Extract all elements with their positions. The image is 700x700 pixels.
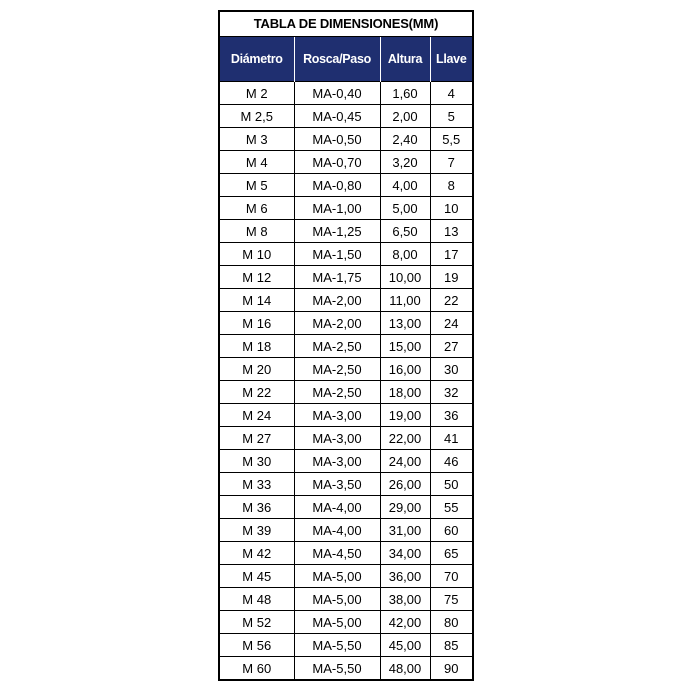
cell-diametro: M 33 bbox=[220, 473, 294, 496]
cell-altura: 10,00 bbox=[380, 266, 430, 289]
cell-llave: 50 bbox=[430, 473, 472, 496]
table-row bbox=[220, 128, 472, 151]
cell-rosca-paso: MA-5,50 bbox=[294, 634, 380, 657]
cell-altura: 8,00 bbox=[380, 243, 430, 266]
cell-altura: 38,00 bbox=[380, 588, 430, 611]
cell-rosca-paso: MA-1,50 bbox=[294, 243, 380, 266]
cell-rosca-paso: MA-4,00 bbox=[294, 519, 380, 542]
cell-altura: 34,00 bbox=[380, 542, 430, 565]
cell-llave: 13 bbox=[430, 220, 472, 243]
cell-diametro: M 8 bbox=[220, 220, 294, 243]
table-row bbox=[220, 611, 472, 634]
cell-llave: 75 bbox=[430, 588, 472, 611]
cell-diametro: M 6 bbox=[220, 197, 294, 220]
cell-llave: 55 bbox=[430, 496, 472, 519]
cell-altura: 22,00 bbox=[380, 427, 430, 450]
cell-altura: 6,50 bbox=[380, 220, 430, 243]
cell-rosca-paso: MA-5,50 bbox=[294, 657, 380, 680]
cell-llave: 17 bbox=[430, 243, 472, 266]
cell-llave: 4 bbox=[430, 82, 472, 105]
table-row bbox=[220, 404, 472, 427]
cell-diametro: M 18 bbox=[220, 335, 294, 358]
cell-diametro: M 4 bbox=[220, 151, 294, 174]
cell-rosca-paso: MA-0,70 bbox=[294, 151, 380, 174]
table-row bbox=[220, 450, 472, 473]
cell-llave: 32 bbox=[430, 381, 472, 404]
table-body bbox=[220, 82, 472, 680]
cell-rosca-paso: MA-3,00 bbox=[294, 404, 380, 427]
table-row bbox=[220, 266, 472, 289]
cell-llave: 19 bbox=[430, 266, 472, 289]
table-row bbox=[220, 82, 472, 105]
table-row bbox=[220, 473, 472, 496]
cell-llave: 65 bbox=[430, 542, 472, 565]
cell-rosca-paso: MA-0,45 bbox=[294, 105, 380, 128]
cell-rosca-paso: MA-5,00 bbox=[294, 611, 380, 634]
cell-altura: 2,40 bbox=[380, 128, 430, 151]
table-row bbox=[220, 634, 472, 657]
cell-llave: 90 bbox=[430, 657, 472, 680]
cell-llave: 5 bbox=[430, 105, 472, 128]
table-row bbox=[220, 519, 472, 542]
cell-altura: 1,60 bbox=[380, 82, 430, 105]
cell-rosca-paso: MA-2,00 bbox=[294, 289, 380, 312]
cell-diametro: M 36 bbox=[220, 496, 294, 519]
cell-llave: 80 bbox=[430, 611, 472, 634]
cell-diametro: M 2 bbox=[220, 82, 294, 105]
table-row bbox=[220, 174, 472, 197]
cell-diametro: M 24 bbox=[220, 404, 294, 427]
cell-diametro: M 10 bbox=[220, 243, 294, 266]
cell-diametro: M 45 bbox=[220, 565, 294, 588]
table-row bbox=[220, 542, 472, 565]
cell-rosca-paso: MA-2,50 bbox=[294, 381, 380, 404]
cell-altura: 36,00 bbox=[380, 565, 430, 588]
cell-rosca-paso: MA-1,75 bbox=[294, 266, 380, 289]
table-row bbox=[220, 358, 472, 381]
cell-llave: 46 bbox=[430, 450, 472, 473]
table-row bbox=[220, 289, 472, 312]
cell-altura: 18,00 bbox=[380, 381, 430, 404]
cell-altura: 11,00 bbox=[380, 289, 430, 312]
table-row bbox=[220, 197, 472, 220]
cell-diametro: M 2,5 bbox=[220, 105, 294, 128]
cell-rosca-paso: MA-0,50 bbox=[294, 128, 380, 151]
cell-altura: 5,00 bbox=[380, 197, 430, 220]
cell-diametro: M 39 bbox=[220, 519, 294, 542]
dimensions-table-container bbox=[218, 10, 474, 681]
cell-altura: 42,00 bbox=[380, 611, 430, 634]
cell-rosca-paso: MA-1,25 bbox=[294, 220, 380, 243]
table-row bbox=[220, 588, 472, 611]
cell-rosca-paso: MA-5,00 bbox=[294, 588, 380, 611]
cell-diametro: M 20 bbox=[220, 358, 294, 381]
cell-altura: 13,00 bbox=[380, 312, 430, 335]
table-row bbox=[220, 496, 472, 519]
cell-altura: 45,00 bbox=[380, 634, 430, 657]
cell-llave: 27 bbox=[430, 335, 472, 358]
cell-llave: 85 bbox=[430, 634, 472, 657]
table-row bbox=[220, 381, 472, 404]
cell-altura: 26,00 bbox=[380, 473, 430, 496]
cell-rosca-paso: MA-0,80 bbox=[294, 174, 380, 197]
table-row bbox=[220, 220, 472, 243]
table-row bbox=[220, 105, 472, 128]
cell-llave: 41 bbox=[430, 427, 472, 450]
cell-altura: 2,00 bbox=[380, 105, 430, 128]
header-diametro: Diámetro bbox=[220, 37, 294, 82]
cell-llave: 36 bbox=[430, 404, 472, 427]
header-row bbox=[220, 37, 472, 82]
header-altura: Altura bbox=[380, 37, 430, 82]
cell-diametro: M 27 bbox=[220, 427, 294, 450]
cell-diametro: M 60 bbox=[220, 657, 294, 680]
cell-diametro: M 56 bbox=[220, 634, 294, 657]
cell-rosca-paso: MA-4,00 bbox=[294, 496, 380, 519]
cell-diametro: M 48 bbox=[220, 588, 294, 611]
table-row bbox=[220, 312, 472, 335]
cell-rosca-paso: MA-2,50 bbox=[294, 358, 380, 381]
table-row bbox=[220, 657, 472, 680]
cell-diametro: M 42 bbox=[220, 542, 294, 565]
table-row bbox=[220, 335, 472, 358]
cell-altura: 24,00 bbox=[380, 450, 430, 473]
cell-llave: 7 bbox=[430, 151, 472, 174]
cell-rosca-paso: MA-2,00 bbox=[294, 312, 380, 335]
dimensions-table bbox=[220, 37, 472, 679]
cell-llave: 5,5 bbox=[430, 128, 472, 151]
table-row bbox=[220, 151, 472, 174]
cell-diametro: M 3 bbox=[220, 128, 294, 151]
cell-diametro: M 22 bbox=[220, 381, 294, 404]
cell-diametro: M 52 bbox=[220, 611, 294, 634]
cell-diametro: M 5 bbox=[220, 174, 294, 197]
cell-diametro: M 30 bbox=[220, 450, 294, 473]
table-title: TABLA DE DIMENSIONES(MM) bbox=[220, 12, 472, 37]
cell-rosca-paso: MA-3,00 bbox=[294, 450, 380, 473]
cell-llave: 10 bbox=[430, 197, 472, 220]
cell-rosca-paso: MA-3,00 bbox=[294, 427, 380, 450]
cell-diametro: M 14 bbox=[220, 289, 294, 312]
header-rosca-paso: Rosca/Paso bbox=[294, 37, 380, 82]
cell-altura: 19,00 bbox=[380, 404, 430, 427]
cell-llave: 60 bbox=[430, 519, 472, 542]
cell-diametro: M 12 bbox=[220, 266, 294, 289]
cell-altura: 4,00 bbox=[380, 174, 430, 197]
cell-rosca-paso: MA-1,00 bbox=[294, 197, 380, 220]
cell-rosca-paso: MA-0,40 bbox=[294, 82, 380, 105]
table-row bbox=[220, 243, 472, 266]
cell-altura: 15,00 bbox=[380, 335, 430, 358]
table-row bbox=[220, 565, 472, 588]
cell-rosca-paso: MA-2,50 bbox=[294, 335, 380, 358]
cell-altura: 3,20 bbox=[380, 151, 430, 174]
cell-llave: 70 bbox=[430, 565, 472, 588]
header-llave: Llave bbox=[430, 37, 472, 82]
cell-altura: 31,00 bbox=[380, 519, 430, 542]
cell-rosca-paso: MA-4,50 bbox=[294, 542, 380, 565]
cell-llave: 22 bbox=[430, 289, 472, 312]
cell-rosca-paso: MA-3,50 bbox=[294, 473, 380, 496]
cell-altura: 16,00 bbox=[380, 358, 430, 381]
cell-altura: 29,00 bbox=[380, 496, 430, 519]
cell-diametro: M 16 bbox=[220, 312, 294, 335]
cell-rosca-paso: MA-5,00 bbox=[294, 565, 380, 588]
cell-llave: 24 bbox=[430, 312, 472, 335]
cell-altura: 48,00 bbox=[380, 657, 430, 680]
cell-llave: 30 bbox=[430, 358, 472, 381]
table-row bbox=[220, 427, 472, 450]
cell-llave: 8 bbox=[430, 174, 472, 197]
